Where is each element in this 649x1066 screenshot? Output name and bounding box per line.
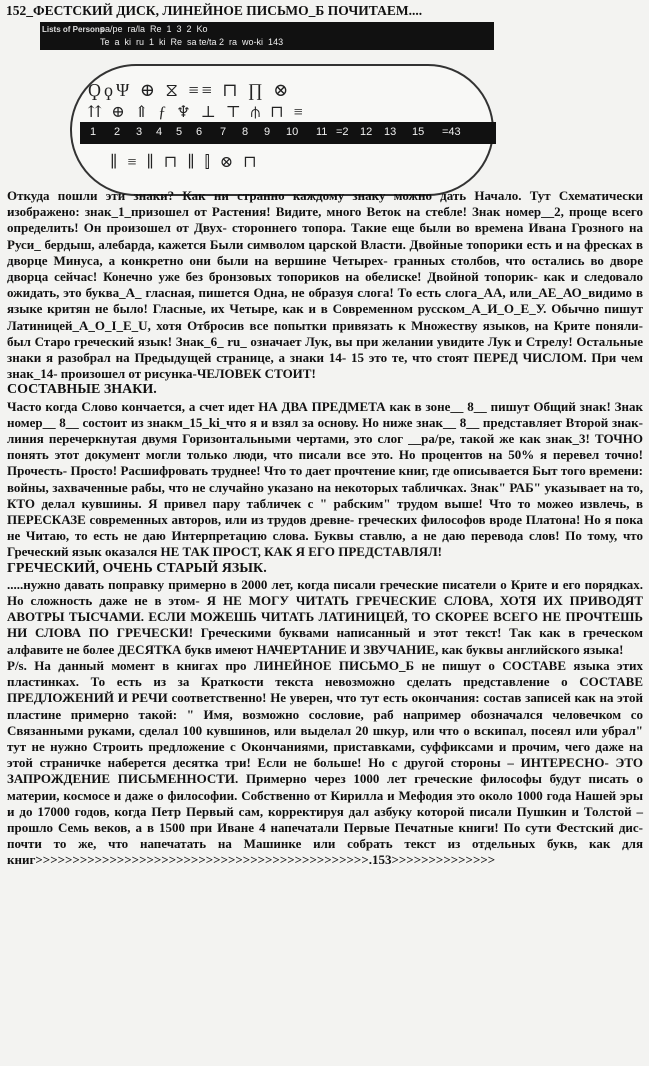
sign-number: 15: [412, 126, 425, 138]
sign-number: 6: [196, 126, 203, 138]
sign-number: =43: [442, 126, 461, 138]
linear-b-tablet-figure: [40, 22, 500, 194]
sign-number: 8: [242, 126, 249, 138]
sign-number: 9: [264, 126, 271, 138]
article-body: [7, 188, 643, 869]
sign-number: 4: [156, 126, 163, 138]
sign-number: 13: [384, 126, 397, 138]
sign-number: 2: [114, 126, 121, 138]
sign-number: 7: [220, 126, 227, 138]
transcription-row-2: Te a ki ru 1 ki Re sa te/ta 2 ra wo-ki 143: [100, 37, 284, 47]
sign-number: 1: [90, 126, 97, 138]
tablet-glyphs-middle: ⇈ ⊕ ⇑ ƒ ♆ ⊥ ⊤ ⫛ ⊓ ≡: [88, 104, 306, 121]
lists-of-persons-label: Lists of Persons: [42, 25, 105, 34]
tablet-glyphs-top: ϘϙΨ ⊕ ⧖ ≡≡ ⊓ ∏ ⊗: [88, 80, 292, 100]
sign-number: 3: [136, 126, 143, 138]
sign-number: 10: [286, 126, 299, 138]
sign-number: 11: [316, 126, 328, 138]
sign-number: 5: [176, 126, 183, 138]
sign-number: 12: [360, 126, 373, 138]
paragraph-compound-signs: Часто когда Слово кончается, а счет идет НА ДВА ПРЕДМЕТА как в зоне__ 8__ пишут Общий знак! Знак номер__ 8__ состоит из знакм_15_ki_что я и взял за основу. Но ниже знак__ 8__ представляет Второй знак- линия перечеркнутая двумя Горизонтальными чертами, это слог __pa/pe, такой же как знак_3! ТОЧНО понять этот документ могли только люди, что писали все это. Но процентов на 50% я перевел точно! Прочесть- Просто! Расшифровать труднее! Что то дает прочтение книг, где описывается Быт того времени: войны, захваченные рабы, что не случайно указано на некоторых табличках. Знак" РАБ" указывает на то, КТО делал кувшины. Я привел пару табличек с " рабским" трудом выше! Что то можео извлечь, в ПЕРЕСКАЗЕ современных авторов, или из трудов древне- греческих философов вроде Платона! Но я пока не Читаю, то есть не даю Интерпретацию слова. Буквы ставлю, а не даю перевода слов! По тому, что Греческий язык оказался НЕ ТАК ПРОСТ, КАК Я ЕГО ПРЕДСТАВЛЯЛ!: [7, 398, 643, 560]
tablet-glyphs-bottom: ∥ ≡ ∥ ⊓ ∥ ⫿ ⊗ ⊓: [110, 154, 260, 171]
paragraph-postscript: P/s. На данный момент в книгах про ЛИНЕЙНОЕ ПИСЬМО_Б не пишут о СОСТАВЕ языка этих пластинках. То есть из за Краткости текста невозможно сделать представление о СОСТАВЕ ПРЕДЛОЖЕНИЙ И РЕЧИ соответственно! Не уверен, что тут есть окончания: состав записей как на этой пластине примерно такой: " Имя, возможно сословие, раб например обозначался человечком со Связанными руками, сделал 100 кувшинов, или выделал 20 шкур, или что о вскипал, посеял или убрал" тут не нужно Строить предложение с Окончаниями, приставками, суффиксами и прочим, чего даже на этой страничке наберется десятка три! Если не больше! Но с другой стороны – ИНТЕРЕСНО- ЭТО ЗАПРОЖДЕНИЕ ПИСЬМЕННОСТИ. Примерно через 1000 лет греческие философы будут писать о материи, космосе и даже о философии. Собственно от Кирилла и Мефодия это около 1000 года Нашей эры и до 17000 годов, когда Петр Первый сам, корректируя дал азбуку которой писали Пушкин и Толстой – прошло Семь веков, а в 1500 при Иване 4 напечатали Первые Печатные книги! По сути Фестский дис- почти то же, что напечатать на Машинке или собрать текст из отдельных букв, как для книг>>>>>>>>>>>>>>>>>>>>>>>>>>>>>>>>>>>>>>>>>>>>>.153>>>>>>>>>>>>>>: [7, 657, 643, 868]
sign-number: =2: [336, 126, 349, 138]
paragraph-sign-origins: Откуда пошли эти знаки? Как ни странно каждому знаку можно дать Начало. Тут Схематически изображено: знак_1_призошел от Растения! Видите, много Веток на стебле! Знак номер__2, проще всего определить! Он произошел от Двух- стороннего топора. Такие еще были во времена Ивана Грозного на Руси_ бердыш, алебарда, кажется Были символом царской Власти. Двойные топорики есть и на фресках в дворце Минуса, а конкретно они были на вершине Четырех- гранных столбов, что остались во дворе дворца сейчас! Конечно уже без бронзовых топориков на обелиске! Двойной топорик- как и следовало ожидать, это буква_А_ гласная, пишется Одна, не образуя слога! То есть слога_АА, или_АЕ_АО_видимо в языке критян не было! Гласные, их Четыре, как и в Современном русском_А_И_О_Е_У. Обычно пишут Латиницей_А_О_I_E_U, хотя Отбросив все попытки привязать к Множеству языков, на Крите поняли- был Старо греческий язык! Знак_6_ ru_ означает Лук, вы при желании увидите Лук и Стрелу! Остальные знаки я разобрал на Предыдущей странице, а знаки 14- 15 это те, что стоят ПЕРЕД ЧИСЛОМ. При чем знак_14- произошел от рисунка-ЧЕЛОВЕК СТОИТ!: [7, 188, 643, 382]
heading-greek-language: ГРЕЧЕСКИЙ, ОЧЕНЬ СТАРЫЙ ЯЗЫК.: [7, 560, 267, 576]
page-title: 152_ФЕСТСКИЙ ДИСК, ЛИНЕЙНОЕ ПИСЬМО_Б ПОЧИТАЕМ....: [6, 3, 423, 18]
paragraph-greek-language: .....нужно давать поправку примерно в 2000 лет, когда писали греческие писатели о Крите и его порядках. Но сложность даже не в этом- Я НЕ МОГУ ЧИТАТЬ ГРЕЧЕСКИЕ СЛОВА, ХОТЯ ИХ ПРИВОДЯТ АВОТРЫ ТЫСЧАМИ. ЕСЛИ МОЖЕШЬ ЧИТАТЬ ЛАТИНИЦЕЙ, ТО СКОРЕЕ ВСЕГО НЕ ПРОЧТЕШЬ НИ СЛОВА ПО ГРЕЧЕСКИ! Греческими буквами написанный и этот текст! Так как в греческом алфавите не более ДЕСЯТКА букв имеют НАЧЕРТАНИЕ И ЗВУЧАНИЕ, как буквы английского языка!: [7, 576, 643, 657]
transcription-bar: [40, 22, 494, 50]
heading-compound-signs: СОСТАВНЫЕ ЗНАКИ.: [7, 382, 157, 398]
transcription-row-1: pa/pe ra/la Re 1 3 2 Ko: [100, 24, 208, 34]
sign-number-bar: [80, 122, 496, 144]
